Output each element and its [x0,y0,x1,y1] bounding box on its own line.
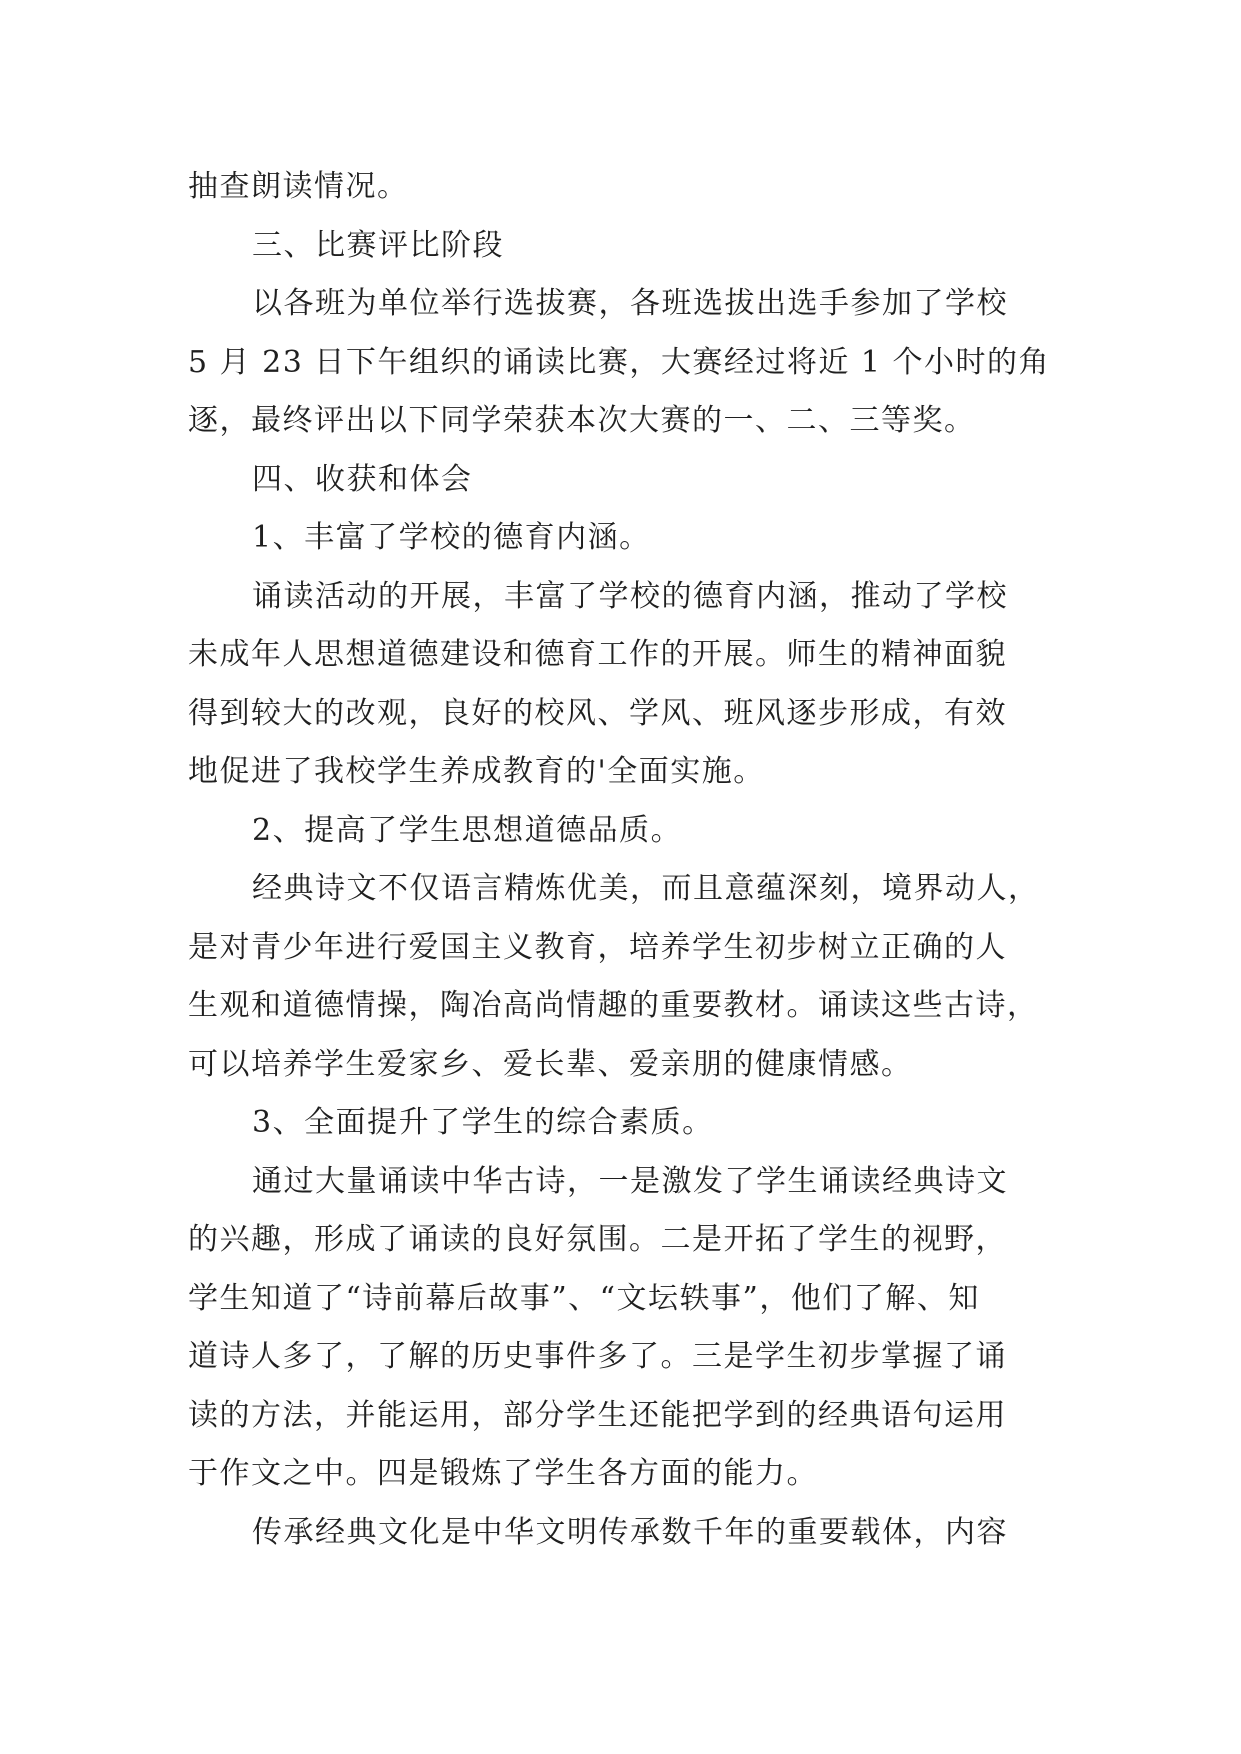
text-line: 道诗人多了，了解的历史事件多了。三是学生初步掌握了诵 [188,1339,1007,1374]
subsection-heading: 1、丰富了学校的德育内涵。 [252,520,651,555]
text-line: 逐，最终评出以下同学荣获本次大赛的一、二、三等奖。 [188,403,976,438]
text-line: 地促进了我校学生养成教育的'全面实施。 [188,754,765,789]
text-line: 以各班为单位举行选拔赛，各班选拔出选手参加了学校 [252,286,1008,321]
section-heading: 四、收获和体会 [252,461,473,497]
text-line: 未成年人思想道德建设和德育工作的开展。师生的精神面貌 [188,637,1007,672]
text-line: 的兴趣，形成了诵读的良好氛围。二是开拓了学生的视野， [188,1222,1007,1257]
subsection-heading: 3、全面提升了学生的综合素质。 [252,1105,714,1140]
text-line: 读的方法，并能运用，部分学生还能把学到的经典语句运用 [188,1397,1007,1433]
text-line: 通过大量诵读中华古诗，一是激发了学生诵读经典诗文 [252,1163,1008,1199]
text-line: 学生知道了“诗前幕后故事”、“文坛轶事”，他们了解、知 [188,1280,980,1316]
text-line: 5 月 23 日下午组织的诵读比赛，大赛经过将近 1 个小时的角 [188,344,1051,380]
text-line: 生观和道德情操，陶冶高尚情趣的重要教材。诵读这些古诗， [188,988,1039,1023]
subsection-heading: 2、提高了学生思想道德品质。 [252,812,683,848]
text-line: 经典诗文不仅语言精炼优美，而且意蕴深刻，境界动人， [252,871,1040,906]
document-page [188,158,1058,1562]
text-line: 抽查朗读情况。 [188,169,409,204]
text-line: 是对青少年进行爱国主义教育，培养学生初步树立正确的人 [188,929,1007,965]
text-line: 得到较大的改观，良好的校风、学风、班风逐步形成，有效 [188,695,1007,731]
text-line: 于作文之中。四是锻炼了学生各方面的能力。 [188,1456,818,1491]
text-line: 传承经典文化是中华文明传承数千年的重要载体，内容 [252,1514,1008,1550]
section-heading: 三、比赛评比阶段 [252,227,504,263]
text-line: 可以培养学生爱家乡、爱长辈、爱亲朋的健康情感。 [188,1046,913,1082]
text-line: 诵读活动的开展，丰富了学校的德育内涵，推动了学校 [252,578,1008,614]
